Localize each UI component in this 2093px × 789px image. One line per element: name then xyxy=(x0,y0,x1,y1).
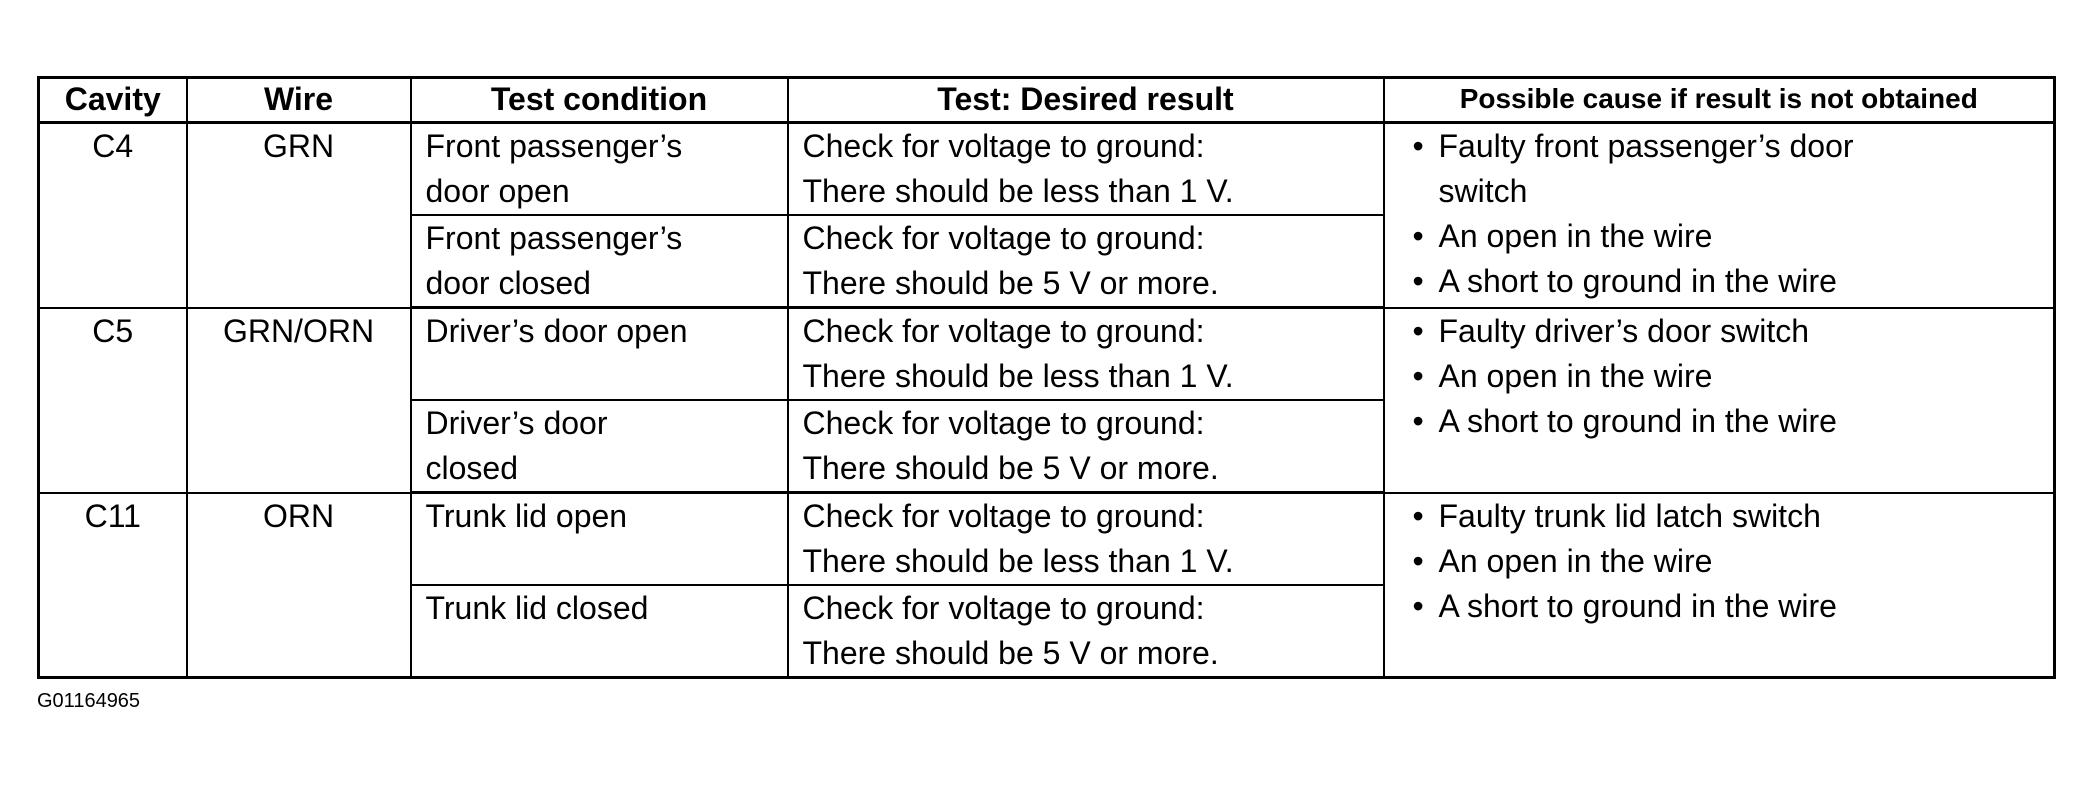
header-wire: Wire xyxy=(187,78,411,123)
header-row xyxy=(39,78,2055,123)
cause-item xyxy=(1409,494,2054,539)
test-condition-line: Front passenger’s xyxy=(425,220,683,256)
cause-text: A short to ground in the wire xyxy=(1438,263,1837,299)
test-condition-cell xyxy=(411,585,788,678)
desired-result-line: Check for voltage to ground: xyxy=(802,128,1205,164)
test-condition-line: Front passenger’s xyxy=(425,128,683,164)
bullet-icon: • xyxy=(1412,128,1424,164)
bullet-icon: • xyxy=(1412,263,1424,299)
table-row xyxy=(39,493,2055,586)
cause-item xyxy=(1409,309,2054,354)
bullet-icon: • xyxy=(1412,218,1424,254)
cause-list xyxy=(1409,124,2054,304)
test-condition-cell xyxy=(411,493,788,586)
cause-text: A short to ground in the wire xyxy=(1438,402,1837,439)
test-condition-cell xyxy=(411,308,788,401)
test-condition-line: closed xyxy=(425,450,518,486)
header-possible-cause: Possible cause if result is not obtained xyxy=(1384,78,2055,123)
bullet-icon: • xyxy=(1412,312,1424,349)
cavity-cell: C11 xyxy=(39,493,187,678)
cause-item xyxy=(1409,259,2054,304)
desired-result-line: Check for voltage to ground: xyxy=(802,498,1205,534)
bullet-icon: • xyxy=(1412,542,1424,579)
desired-result-cell xyxy=(788,585,1384,678)
desired-result-line: There should be 5 V or more. xyxy=(802,450,1219,486)
test-condition-line: Driver’s door open xyxy=(425,313,688,349)
desired-result-line: Check for voltage to ground: xyxy=(802,590,1205,626)
desired-result-cell xyxy=(788,493,1384,586)
cause-list xyxy=(1409,494,2054,629)
table-row xyxy=(39,123,2055,216)
desired-result-line: There should be less than 1 V. xyxy=(802,543,1234,579)
bullet-icon: • xyxy=(1412,497,1424,534)
wire-cell: ORN xyxy=(187,493,411,678)
test-condition-line: Trunk lid closed xyxy=(425,590,649,626)
desired-result-line: There should be 5 V or more. xyxy=(802,635,1219,671)
header-desired-result: Test: Desired result xyxy=(788,78,1384,123)
cavity-cell: C5 xyxy=(39,308,187,493)
possible-cause-cell xyxy=(1384,308,2055,493)
cause-text: switch xyxy=(1438,173,1528,209)
cause-item xyxy=(1409,124,2054,214)
desired-result-line: Check for voltage to ground: xyxy=(802,220,1205,256)
test-condition-line: door closed xyxy=(425,265,591,301)
cause-text: An open in the wire xyxy=(1438,542,1713,579)
cause-text: An open in the wire xyxy=(1438,218,1713,254)
table-row xyxy=(39,308,2055,401)
possible-cause-cell xyxy=(1384,123,2055,308)
desired-result-line: There should be less than 1 V. xyxy=(802,358,1234,394)
desired-result-line: There should be less than 1 V. xyxy=(802,173,1234,209)
bullet-icon: • xyxy=(1412,587,1424,624)
desired-result-cell xyxy=(788,400,1384,493)
diagnostic-table xyxy=(37,76,2056,679)
cause-item xyxy=(1409,539,2054,584)
desired-result-line: Check for voltage to ground: xyxy=(802,313,1205,349)
header-cavity: Cavity xyxy=(39,78,187,123)
test-condition-line: Trunk lid open xyxy=(425,498,628,534)
cause-item xyxy=(1409,214,2054,259)
desired-result-cell xyxy=(788,215,1384,308)
bullet-icon: • xyxy=(1412,402,1424,439)
cause-item xyxy=(1409,354,2054,399)
header-test-condition: Test condition xyxy=(411,78,788,123)
cavity-cell: C4 xyxy=(39,123,187,308)
desired-result-line: There should be 5 V or more. xyxy=(802,265,1219,301)
desired-result-line: Check for voltage to ground: xyxy=(802,405,1205,441)
figure-id: G01164965 xyxy=(37,690,141,712)
cause-text: A short to ground in the wire xyxy=(1438,587,1837,624)
desired-result-cell xyxy=(788,308,1384,401)
cause-list xyxy=(1409,309,2054,444)
test-condition-cell xyxy=(411,400,788,493)
wire-cell: GRN/ORN xyxy=(187,308,411,493)
test-condition-cell xyxy=(411,123,788,216)
test-condition-line: door open xyxy=(425,173,570,209)
cause-item xyxy=(1409,584,2054,629)
cause-text: An open in the wire xyxy=(1438,357,1713,394)
test-condition-line: Driver’s door xyxy=(425,405,608,441)
cause-text: Faulty front passenger’s door xyxy=(1438,128,1854,164)
table-body xyxy=(39,123,2055,678)
test-condition-cell xyxy=(411,215,788,308)
desired-result-cell xyxy=(788,123,1384,216)
cause-item xyxy=(1409,399,2054,444)
cause-text: Faulty trunk lid latch switch xyxy=(1438,497,1821,534)
bullet-icon: • xyxy=(1412,357,1424,394)
possible-cause-cell xyxy=(1384,493,2055,678)
wire-cell: GRN xyxy=(187,123,411,308)
cause-text: Faulty driver’s door switch xyxy=(1438,312,1809,349)
